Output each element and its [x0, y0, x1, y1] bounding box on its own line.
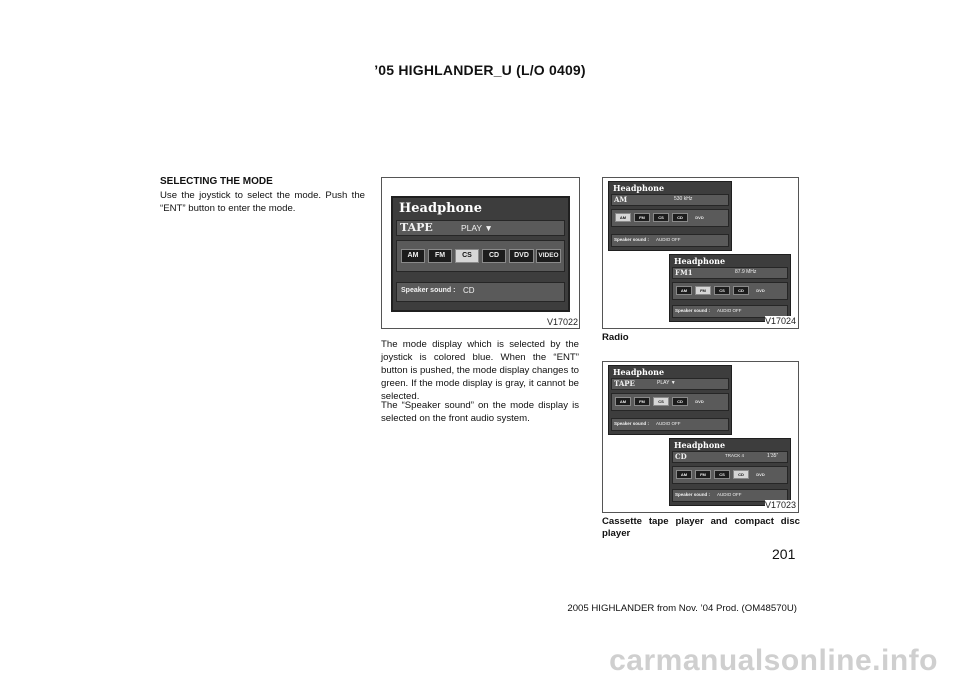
mode-button-fm[interactable]: FM [428, 249, 452, 263]
mode-button-am[interactable]: AM [401, 249, 425, 263]
screen-title: Headphone [674, 440, 726, 450]
mode-button-cs[interactable]: CS [714, 286, 730, 295]
status-label: 530 kHz [674, 196, 693, 202]
status-label: PLAY ▼ [461, 223, 493, 233]
mode-button-cs[interactable]: CS [714, 470, 730, 479]
mode-button-cd[interactable]: CD [482, 249, 506, 263]
mode-button-fm[interactable]: FM [695, 286, 711, 295]
speaker-value: AUDIO OFF [656, 421, 681, 426]
headphone-screen-tape [608, 365, 732, 435]
mode-button-cd[interactable]: CD [672, 213, 688, 222]
document-footer: 2005 HIGHLANDER from Nov. ’04 Prod. (OM48570U) [567, 603, 797, 614]
mode-button-am[interactable]: AM [615, 397, 631, 406]
watermark: carmanualsonline.info [609, 644, 938, 677]
headphone-screen-am [608, 181, 732, 251]
mode-bar [672, 282, 788, 300]
figure-cassette-cd [602, 361, 799, 513]
figure-caption-cassette-cd: Cassette tape player and compact disc player [602, 516, 800, 539]
mode-bar [672, 466, 788, 484]
mode-button-am[interactable]: AM [615, 213, 631, 222]
headphone-screen [391, 196, 570, 312]
mode-button-cs[interactable]: CS [455, 249, 479, 263]
figure-main [381, 177, 580, 329]
mode-button-cd[interactable]: CD [733, 470, 749, 479]
speaker-label: Speaker sound : [675, 492, 711, 497]
time-label: 1’35” [767, 453, 779, 459]
speaker-bar [396, 282, 565, 302]
speaker-bar [611, 418, 729, 431]
status-label: TRACK 4 [725, 453, 745, 458]
screen-title: Headphone [613, 183, 665, 193]
source-bar [396, 220, 565, 236]
source-label: TAPE [400, 221, 433, 234]
mode-button-dvd[interactable]: DVD [691, 397, 708, 406]
mode-button-fm[interactable]: FM [634, 397, 650, 406]
mode-button-cs[interactable]: CS [653, 213, 669, 222]
mode-button-dvd[interactable]: DVD [752, 286, 769, 295]
mode-button-cd[interactable]: CD [733, 286, 749, 295]
speaker-bar [611, 234, 729, 247]
mode-button-dvd[interactable]: DVD [509, 249, 534, 263]
source-label: FM1 [675, 268, 693, 277]
mode-button-fm[interactable]: FM [695, 470, 711, 479]
figure-id: V17024 [765, 316, 797, 326]
section-heading: SELECTING THE MODE [160, 176, 273, 187]
mode-button-am[interactable]: AM [676, 470, 692, 479]
speaker-value: CD [463, 286, 475, 295]
document-header: ’05 HIGHLANDER_U (L/O 0409) [374, 62, 586, 78]
mode-bar [611, 209, 729, 227]
mode-bar [396, 240, 565, 272]
source-label: TAPE [614, 379, 635, 388]
body-paragraph-2: The “Speaker sound” on the mode display is selected on the front audio system. [381, 400, 579, 424]
source-label: AM [614, 195, 628, 204]
status-label: 87.9 MHz [735, 269, 757, 275]
speaker-value: AUDIO OFF [717, 492, 742, 497]
body-paragraph-1: The mode display which is selected by the joystick is colored blue. When the “ENT” button is pushed, the mode display changes to green. If the mode display is gray, it cannot be selected. [381, 339, 579, 402]
speaker-label: Speaker sound : [614, 237, 650, 242]
speaker-label: Speaker sound : [675, 308, 711, 313]
headphone-screen-cd [669, 438, 791, 506]
mode-button-fm[interactable]: FM [634, 213, 650, 222]
source-bar [672, 267, 788, 279]
screen-title: Headphone [613, 367, 665, 377]
source-label: CD [675, 452, 687, 461]
source-bar [611, 194, 729, 206]
speaker-label: Speaker sound : [614, 421, 650, 426]
mode-button-video[interactable]: VIDEO [536, 249, 561, 263]
source-bar [672, 451, 788, 463]
page-number: 201 [772, 546, 796, 562]
status-label: PLAY ▼ [657, 380, 676, 386]
screen-title: Headphone [674, 256, 726, 266]
figure-id: V17022 [547, 317, 579, 327]
speaker-label: Speaker sound : [401, 287, 456, 294]
figure-caption-radio: Radio [602, 332, 629, 343]
screen-title: Headphone [399, 201, 483, 216]
figure-id: V17023 [765, 500, 797, 510]
mode-button-dvd[interactable]: DVD [752, 470, 769, 479]
mode-button-am[interactable]: AM [676, 286, 692, 295]
source-bar [611, 378, 729, 390]
intro-paragraph: Use the joystick to select the mode. Push the “ENT” button to enter the mode. [160, 190, 365, 214]
speaker-value: AUDIO OFF [717, 308, 742, 313]
mode-button-cs[interactable]: CS [653, 397, 669, 406]
mode-bar [611, 393, 729, 411]
mode-button-dvd[interactable]: DVD [691, 213, 708, 222]
speaker-value: AUDIO OFF [656, 237, 681, 242]
headphone-screen-fm [669, 254, 791, 322]
mode-button-cd[interactable]: CD [672, 397, 688, 406]
figure-radio [602, 177, 799, 329]
